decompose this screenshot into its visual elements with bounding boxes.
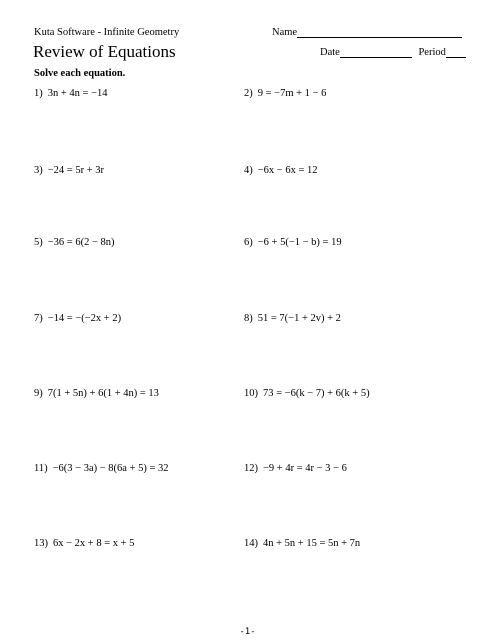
name-line [297, 27, 462, 38]
problem-number: 13) [34, 538, 48, 549]
problem-1 [34, 88, 108, 99]
problem-number: 5) [34, 237, 43, 248]
name-label: Name [272, 27, 298, 38]
problem-12 [244, 463, 347, 474]
problem-6 [244, 237, 342, 248]
problem-equation: −24 = 5r + 3r [47, 165, 105, 176]
problem-equation: 51 = 7(−1 + 2v) + 2 [257, 313, 341, 324]
page-number: -1- [239, 627, 256, 637]
problem-number: 14) [244, 538, 258, 549]
date-label: Date [320, 47, 340, 58]
worksheet-title: Review of Equations [33, 42, 176, 61]
problem-equation: 73 = −6(k − 7) + 6(k + 5) [263, 388, 370, 399]
problem-number: 8) [244, 313, 253, 324]
problem-9 [34, 388, 159, 399]
problem-10 [244, 388, 370, 399]
problem-number: 1) [34, 88, 43, 99]
date-line [340, 47, 412, 58]
problem-number: 7) [34, 313, 43, 324]
name-field [272, 27, 462, 38]
instructions: Solve each equation. [34, 68, 126, 79]
problem-equation: −6x − 6x = 12 [257, 165, 318, 176]
problem-number: 12) [244, 463, 258, 474]
problem-13 [34, 538, 134, 549]
problem-11 [34, 463, 169, 474]
problem-number: 9) [34, 388, 43, 399]
problem-equation: −9 + 4r = 4r − 3 − 6 [263, 463, 347, 474]
problem-equation: −36 = 6(2 − 8n) [47, 237, 115, 248]
problem-number: 3) [34, 165, 43, 176]
problem-2 [244, 88, 326, 99]
problem-number: 2) [244, 88, 253, 99]
problem-number: 10) [244, 388, 258, 399]
problem-equation: −14 = −(−2x + 2) [47, 313, 122, 324]
problem-equation: −6(3 − 3a) − 8(6a + 5) = 32 [52, 463, 169, 474]
problem-equation: 9 = −7m + 1 − 6 [257, 88, 327, 99]
problem-number: 6) [244, 237, 253, 248]
problem-8 [244, 313, 341, 324]
problem-equation: −6 + 5(−1 − b) = 19 [257, 237, 342, 248]
period-label: Period [418, 47, 446, 58]
problem-14 [244, 538, 360, 549]
problem-4 [244, 165, 318, 176]
date-period-field [320, 47, 466, 58]
problem-7 [34, 313, 121, 324]
problem-number: 11) [34, 463, 48, 474]
problem-number: 4) [244, 165, 253, 176]
problem-5 [34, 237, 115, 248]
period-line [446, 47, 466, 58]
problem-equation: 4n + 5n + 15 = 5n + 7n [263, 538, 361, 549]
problem-equation: 3n + 4n = −14 [47, 88, 108, 99]
publisher-label: Kuta Software - Infinite Geometry [34, 27, 180, 38]
problem-3 [34, 165, 104, 176]
problem-equation: 6x − 2x + 8 = x + 5 [53, 538, 135, 549]
problem-equation: 7(1 + 5n) + 6(1 + 4n) = 13 [47, 388, 159, 399]
